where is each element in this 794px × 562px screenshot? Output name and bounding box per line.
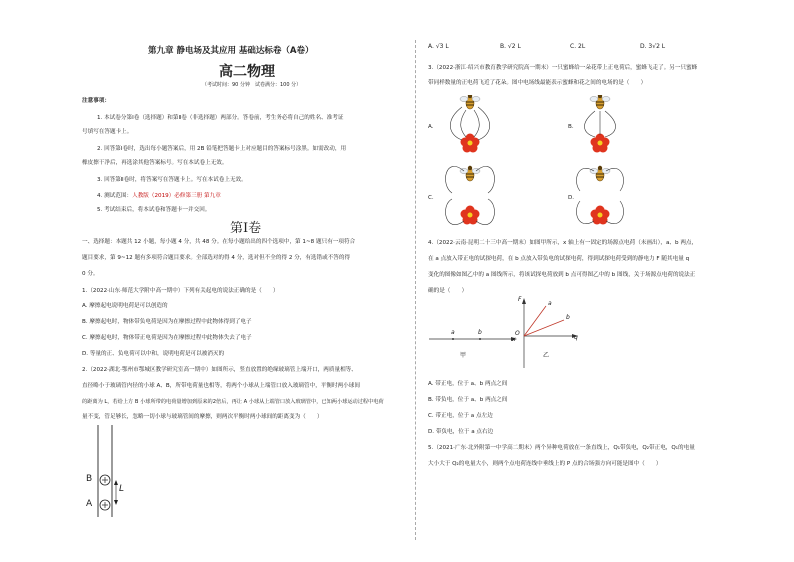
q4-option: A. 带正电，位于 a、b 两点之间 — [428, 381, 508, 387]
label-b: B — [86, 474, 93, 484]
q4-option: C. 带正电，位于 a 点左边 — [428, 413, 493, 419]
section-title: 第Ⅰ卷 — [230, 221, 262, 236]
figure-yi-graph — [512, 296, 582, 371]
instruction-line: 0 分。 — [82, 271, 99, 277]
q4-stem-line: 变化的图像如图乙中的 a 图线所示，将该试探电荷放到 b 点可得图乙中的 b 图线，关于场源点电荷的说法正 — [428, 272, 696, 278]
q1-option: C. 摩擦起电时，物体带正电荷是因为在摩擦过程中此物体失去了电子 — [82, 335, 252, 341]
q4-stem-line: 确的是（ ） — [428, 288, 468, 294]
q4-stem-line: 4.（2022·云南·昆明二十三中高一期末）如图甲所示，x 轴上有一固定的场源点电荷（未画出），a、b 两点， — [428, 240, 698, 246]
q3-stem-line: 带同样数量的正电荷飞近了花朵。图中电场线最能表示蜜蜂和花之间的电场的是（ ） — [428, 80, 647, 86]
q4-stem-line: 在 a 点放入带正电的试探电荷，在 b 点放入带负电的试探电荷，得到试探电荷受到的静电力 F 随其电量 q — [428, 256, 690, 262]
q2-stem-line: 2.（2022·湖北·鄂州市鄂城区教学研究室高一期中）如图所示，竖直放置的绝缘玻璃管上端开口，两质量相等、 — [82, 367, 357, 373]
q4-option: B. 带负电，位于 a、b 两点之间 — [428, 397, 508, 403]
note-line: 3. 回答第Ⅱ卷时，将答案写在答题卡上。写在本试卷上无效。 — [97, 177, 247, 183]
option-c-figure — [446, 166, 495, 225]
q4-option: D. 带负电，位于 a 点右边 — [428, 429, 494, 435]
bee-flower-figures — [440, 95, 740, 235]
note-line: 号填写在答题卡上。 — [82, 129, 133, 135]
q2-stem-line: 直径略小于玻璃管内径的小球 A、B，所带电荷量也相等，将两个小球从上端管口放入玻璃管中，平衡时两小球间 — [82, 383, 360, 389]
instruction-line: 题目要求，第 9~12 题有多项符合题目要求。全部选对的得 4 分，选对但不全的得 2 分，有选错或不答的得 — [82, 255, 351, 261]
notes-title: 注意事项： — [82, 98, 110, 104]
note-line: 5. 考试结束后，将本试卷和答题卡一并交回。 — [97, 207, 211, 213]
q1-stem: 1.（2022·山东·师范大学附中高一期中）下列有关起电的说法正确的是（ ） — [82, 288, 279, 294]
q1-option: B. 摩擦起电时，物体带负电荷是因为在摩擦过程中此物体得到了电子 — [82, 319, 252, 325]
label-f: F — [518, 296, 522, 303]
point-a — [452, 338, 454, 340]
q2-option: D. 3√2 L — [640, 43, 666, 50]
note-4-range: 人教版（2019）必修第三册 第九章 — [132, 193, 221, 199]
q1-option: A. 摩擦起电说明电荷是可以创造的 — [82, 303, 168, 309]
label-q: q — [574, 334, 578, 341]
q2-option: A. √3 L — [428, 43, 449, 50]
tube-figure — [84, 425, 144, 520]
exam-info: （考试时间：90 分钟 试卷满分：100 分） — [202, 82, 302, 88]
line-b-label: b — [566, 314, 570, 321]
label-a: A — [86, 499, 93, 509]
note-4-prefix: 4. 测试范围： — [97, 193, 133, 199]
column-divider — [415, 40, 416, 540]
option-d-figure — [576, 166, 623, 225]
q2-option: B. √2 L — [500, 43, 521, 50]
label-a: a — [451, 329, 455, 336]
option-a-figure — [450, 95, 489, 153]
option-b-figure — [584, 95, 615, 153]
q2-stem-line: 量不变，管足够长，忽略一切小球与玻璃管间的摩擦，则两次平衡时两小球间的距离变为（ ） — [82, 414, 323, 420]
note-line: 1. 本试卷分第Ⅰ卷（选择题）和第Ⅱ卷（非选择题）两部分。答卷前，考生务必将自己的姓名、准考证 — [97, 115, 344, 121]
q5-stem-line: 大小大于 Q₂的电量大小，则两个点电荷连线中垂线上的 P 点的合场强方向可能是图中（ ） — [428, 461, 662, 467]
exam-header: 第九章 静电场及其应用 基础达标卷（A卷） — [148, 46, 314, 56]
q5-stem-line: 5.（2021·广东·北外附第一中学高二期末）两个异种电荷放在一条直线上，Q₁带负电，Q₂带正电，Q₁的电量 — [428, 445, 695, 451]
caption-yi: 乙 — [543, 352, 550, 359]
label-x: x — [512, 336, 516, 343]
caption-jia: 甲 — [460, 352, 467, 359]
q3-option-label: C. — [428, 195, 434, 201]
note-4 — [97, 190, 221, 203]
note-line: 2. 回答第Ⅰ卷时，选出每小题答案后，用 2B 铅笔把答题卡上对应题目的答案标号涂黑。如需改动，用 — [97, 146, 347, 152]
instruction-line: 一、选择题：本题共 12 小题，每小题 4 分，共 48 分。在每小题给出的四个选项中，第 1~8 题只有一项符合 — [82, 239, 356, 245]
q2-stem-line: 的距离为 L，若给上方 B 小球所带的电荷量增加到原来的2倍后，再让 A 小球从上端管口放入玻璃管中，已知两小球运动过程中电荷 — [82, 399, 384, 405]
label-l: L — [119, 484, 125, 494]
label-b: b — [478, 329, 482, 336]
figure-jia-axis — [425, 325, 520, 345]
line-a-label: a — [548, 300, 552, 307]
label-o: O — [515, 330, 520, 337]
note-line: 橡皮擦干净后，再选涂其他答案标号。写在本试卷上无效。 — [82, 160, 228, 166]
q3-stem-line: 3.（2022·浙江·绍兴市教育教学研究院高一期末）一只蜜蜂给一朵花带上正电荷后，蜜蜂飞走了。另一只蜜蜂 — [428, 65, 698, 71]
page-title: 高二物理 — [219, 64, 275, 80]
q1-option: D. 等量的正、负电荷可以中和，说明电荷是可以被消灭的 — [82, 351, 225, 357]
q3-option-label: B. — [568, 124, 574, 130]
point-b — [479, 338, 481, 340]
q3-option-label: A. — [428, 124, 434, 130]
q3-option-label: D. — [568, 195, 575, 201]
q2-option: C. 2L — [570, 43, 586, 50]
